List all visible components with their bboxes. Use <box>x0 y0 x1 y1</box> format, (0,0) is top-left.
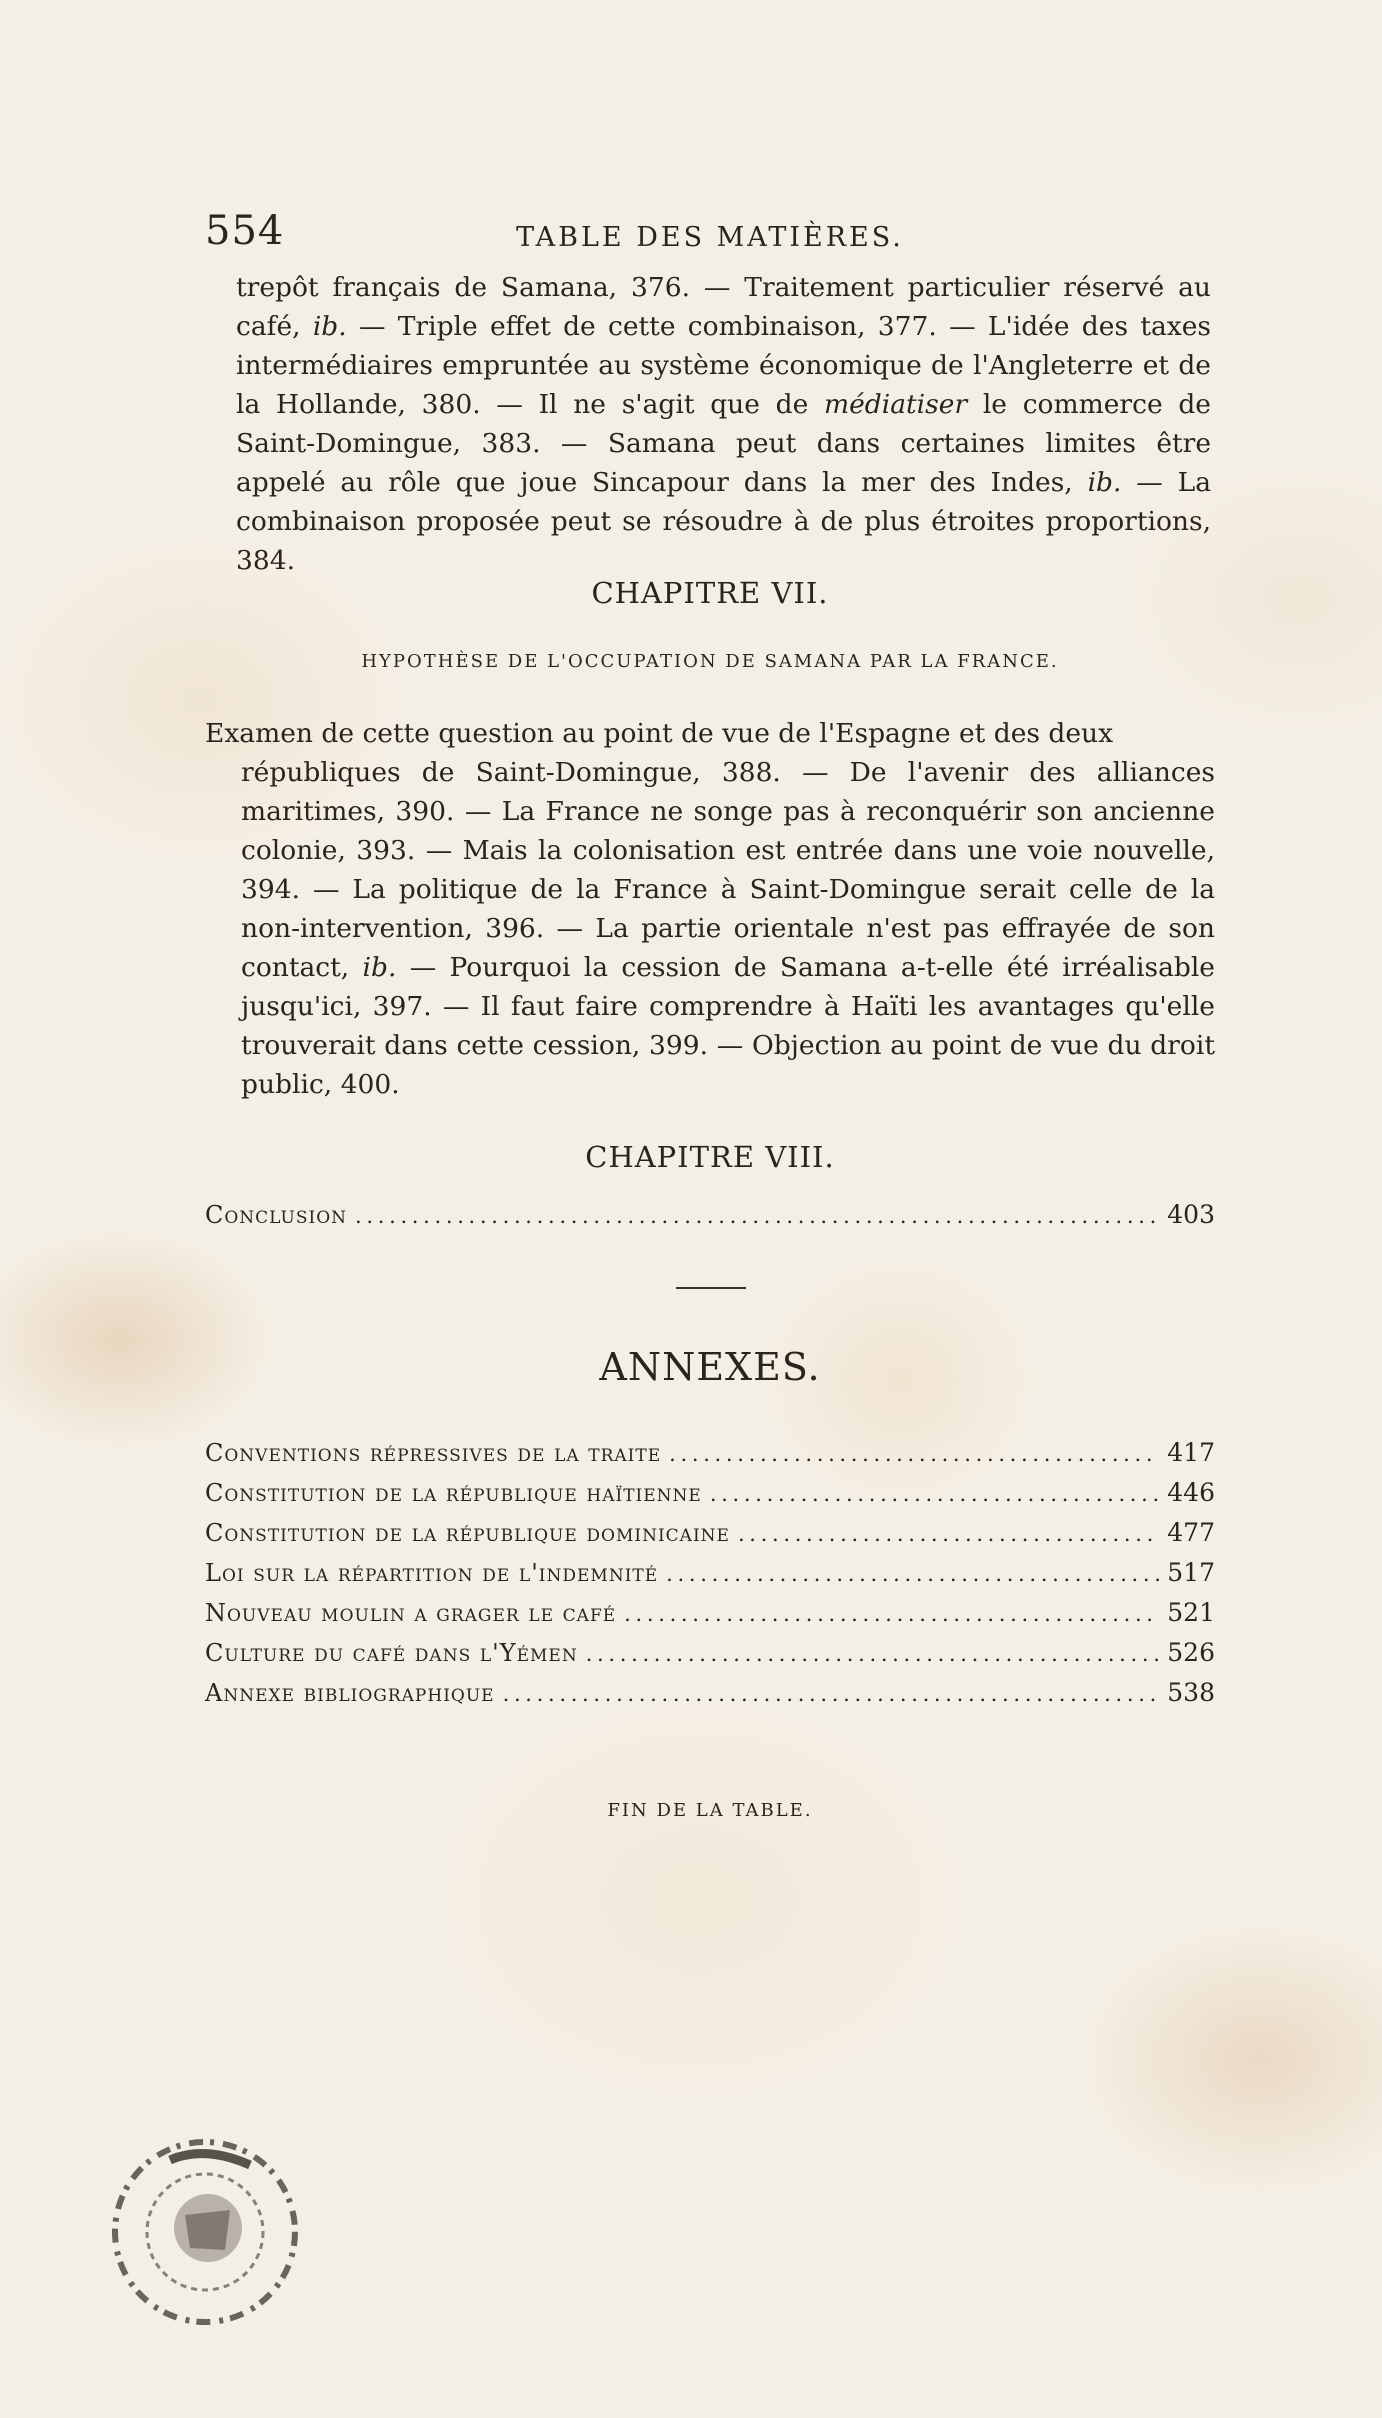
toc-row-conclusion[interactable] <box>205 1200 1215 1234</box>
text-span: — Pourquoi la cession de Samana a-t-elle été irréalisable jusqu'ici, 397. — Il faut faire comprendre à Haïti les avantages qu'elle trouverait dans cette cession, 399. — Objection au point de vue du droit public, 400. <box>241 952 1215 1100</box>
text-italic: ib. <box>1087 467 1122 498</box>
toc-label: Culture du café dans l'Yémen <box>205 1639 578 1667</box>
text-span: le commerce de Saint-Domingue, 383. — Samana peut dans certaines limites être appelé au rôle que joue Sincapour dans la mer des Indes, <box>236 389 1211 498</box>
paragraph-continuation <box>205 753 1215 1104</box>
page-number: 554 <box>205 208 285 254</box>
leader-dots <box>710 1482 1159 1506</box>
chapter-7-subtitle: HYPOTHÈSE DE L'OCCUPATION DE SAMANA PAR LA FRANCE. <box>361 651 1059 672</box>
divider-rule <box>676 1287 746 1289</box>
leader-dots <box>503 1682 1160 1706</box>
chapter-7-heading: CHAPITRE VII. <box>591 576 829 610</box>
text-italic: ib. <box>312 311 347 342</box>
text-span: républiques de Saint-Domingue, 388. — De l'avenir des alliances maritimes, 390. — La France ne songe pas à reconquérir son ancienne colonie, 393. — Mais la colonisation est entrée dans une voie nouvelle, 394. — La politique de la France à Saint-Domingue serait celle de la non-intervention, 396. — La partie orientale n'est pas effrayée de son contact, <box>241 757 1215 983</box>
toc-page: 477 <box>1167 1518 1215 1547</box>
text-span: Examen de cette question au point de vue de l'Espagne et des deux <box>205 718 1114 749</box>
text-span: — La combinaison proposée peut se résoudre à de plus étroites proportions, 384. <box>236 467 1211 576</box>
toc-label: Constitution de la république haïtienne <box>205 1479 702 1507</box>
paragraph-chapter6-summary <box>236 268 1211 580</box>
toc-label: Constitution de la république dominicaine <box>205 1519 730 1547</box>
toc-row[interactable] <box>205 1438 1215 1472</box>
toc-row[interactable] <box>205 1518 1215 1552</box>
toc-page: 526 <box>1167 1638 1215 1667</box>
running-title: TABLE DES MATIÈRES. <box>516 222 904 253</box>
toc-row[interactable] <box>205 1638 1215 1672</box>
toc-page: 538 <box>1167 1678 1215 1707</box>
paragraph-chapter7-summary <box>205 714 1215 1104</box>
leader-dots <box>355 1204 1159 1228</box>
toc-page: 417 <box>1167 1438 1215 1467</box>
leader-dots <box>669 1442 1159 1466</box>
leader-dots <box>666 1562 1159 1586</box>
toc-row[interactable] <box>205 1678 1215 1712</box>
toc-page: 521 <box>1167 1598 1215 1627</box>
toc-row[interactable] <box>205 1478 1215 1512</box>
library-stamp <box>100 2120 320 2340</box>
toc-label: Loi sur la répartition de l'indemnité <box>205 1559 659 1587</box>
leader-dots <box>586 1642 1160 1666</box>
annexes-heading: ANNEXES. <box>599 1345 821 1389</box>
leader-dots <box>624 1602 1159 1626</box>
toc-row[interactable] <box>205 1558 1215 1592</box>
page-header <box>205 208 1215 258</box>
text-span: trepôt français de Samana, 376. — Traitement particulier réservé au café, <box>236 272 1211 342</box>
toc-page: 517 <box>1167 1558 1215 1587</box>
toc-page: 403 <box>1167 1200 1215 1229</box>
end-of-table: FIN DE LA TABLE. <box>607 1800 813 1821</box>
toc-label: Nouveau moulin a grager le café <box>205 1599 617 1627</box>
toc-row[interactable] <box>205 1598 1215 1632</box>
toc-label: Annexe bibliographique <box>205 1679 495 1707</box>
chapter-8-heading: CHAPITRE VIII. <box>585 1140 835 1174</box>
leader-dots <box>738 1522 1159 1546</box>
toc-page: 446 <box>1167 1478 1215 1507</box>
toc-label: Conclusion <box>205 1201 348 1229</box>
text-italic: médiatiser <box>823 389 968 420</box>
toc-label: Conventions répressives de la traite <box>205 1439 662 1467</box>
text-italic: ib. <box>362 952 397 983</box>
text-span: — Triple effet de cette combinaison, 377. — L'idée des taxes intermédiaires empruntée au système économique de l'Angleterre et de la Hollande, 380. — Il ne s'agit que de <box>236 311 1211 420</box>
